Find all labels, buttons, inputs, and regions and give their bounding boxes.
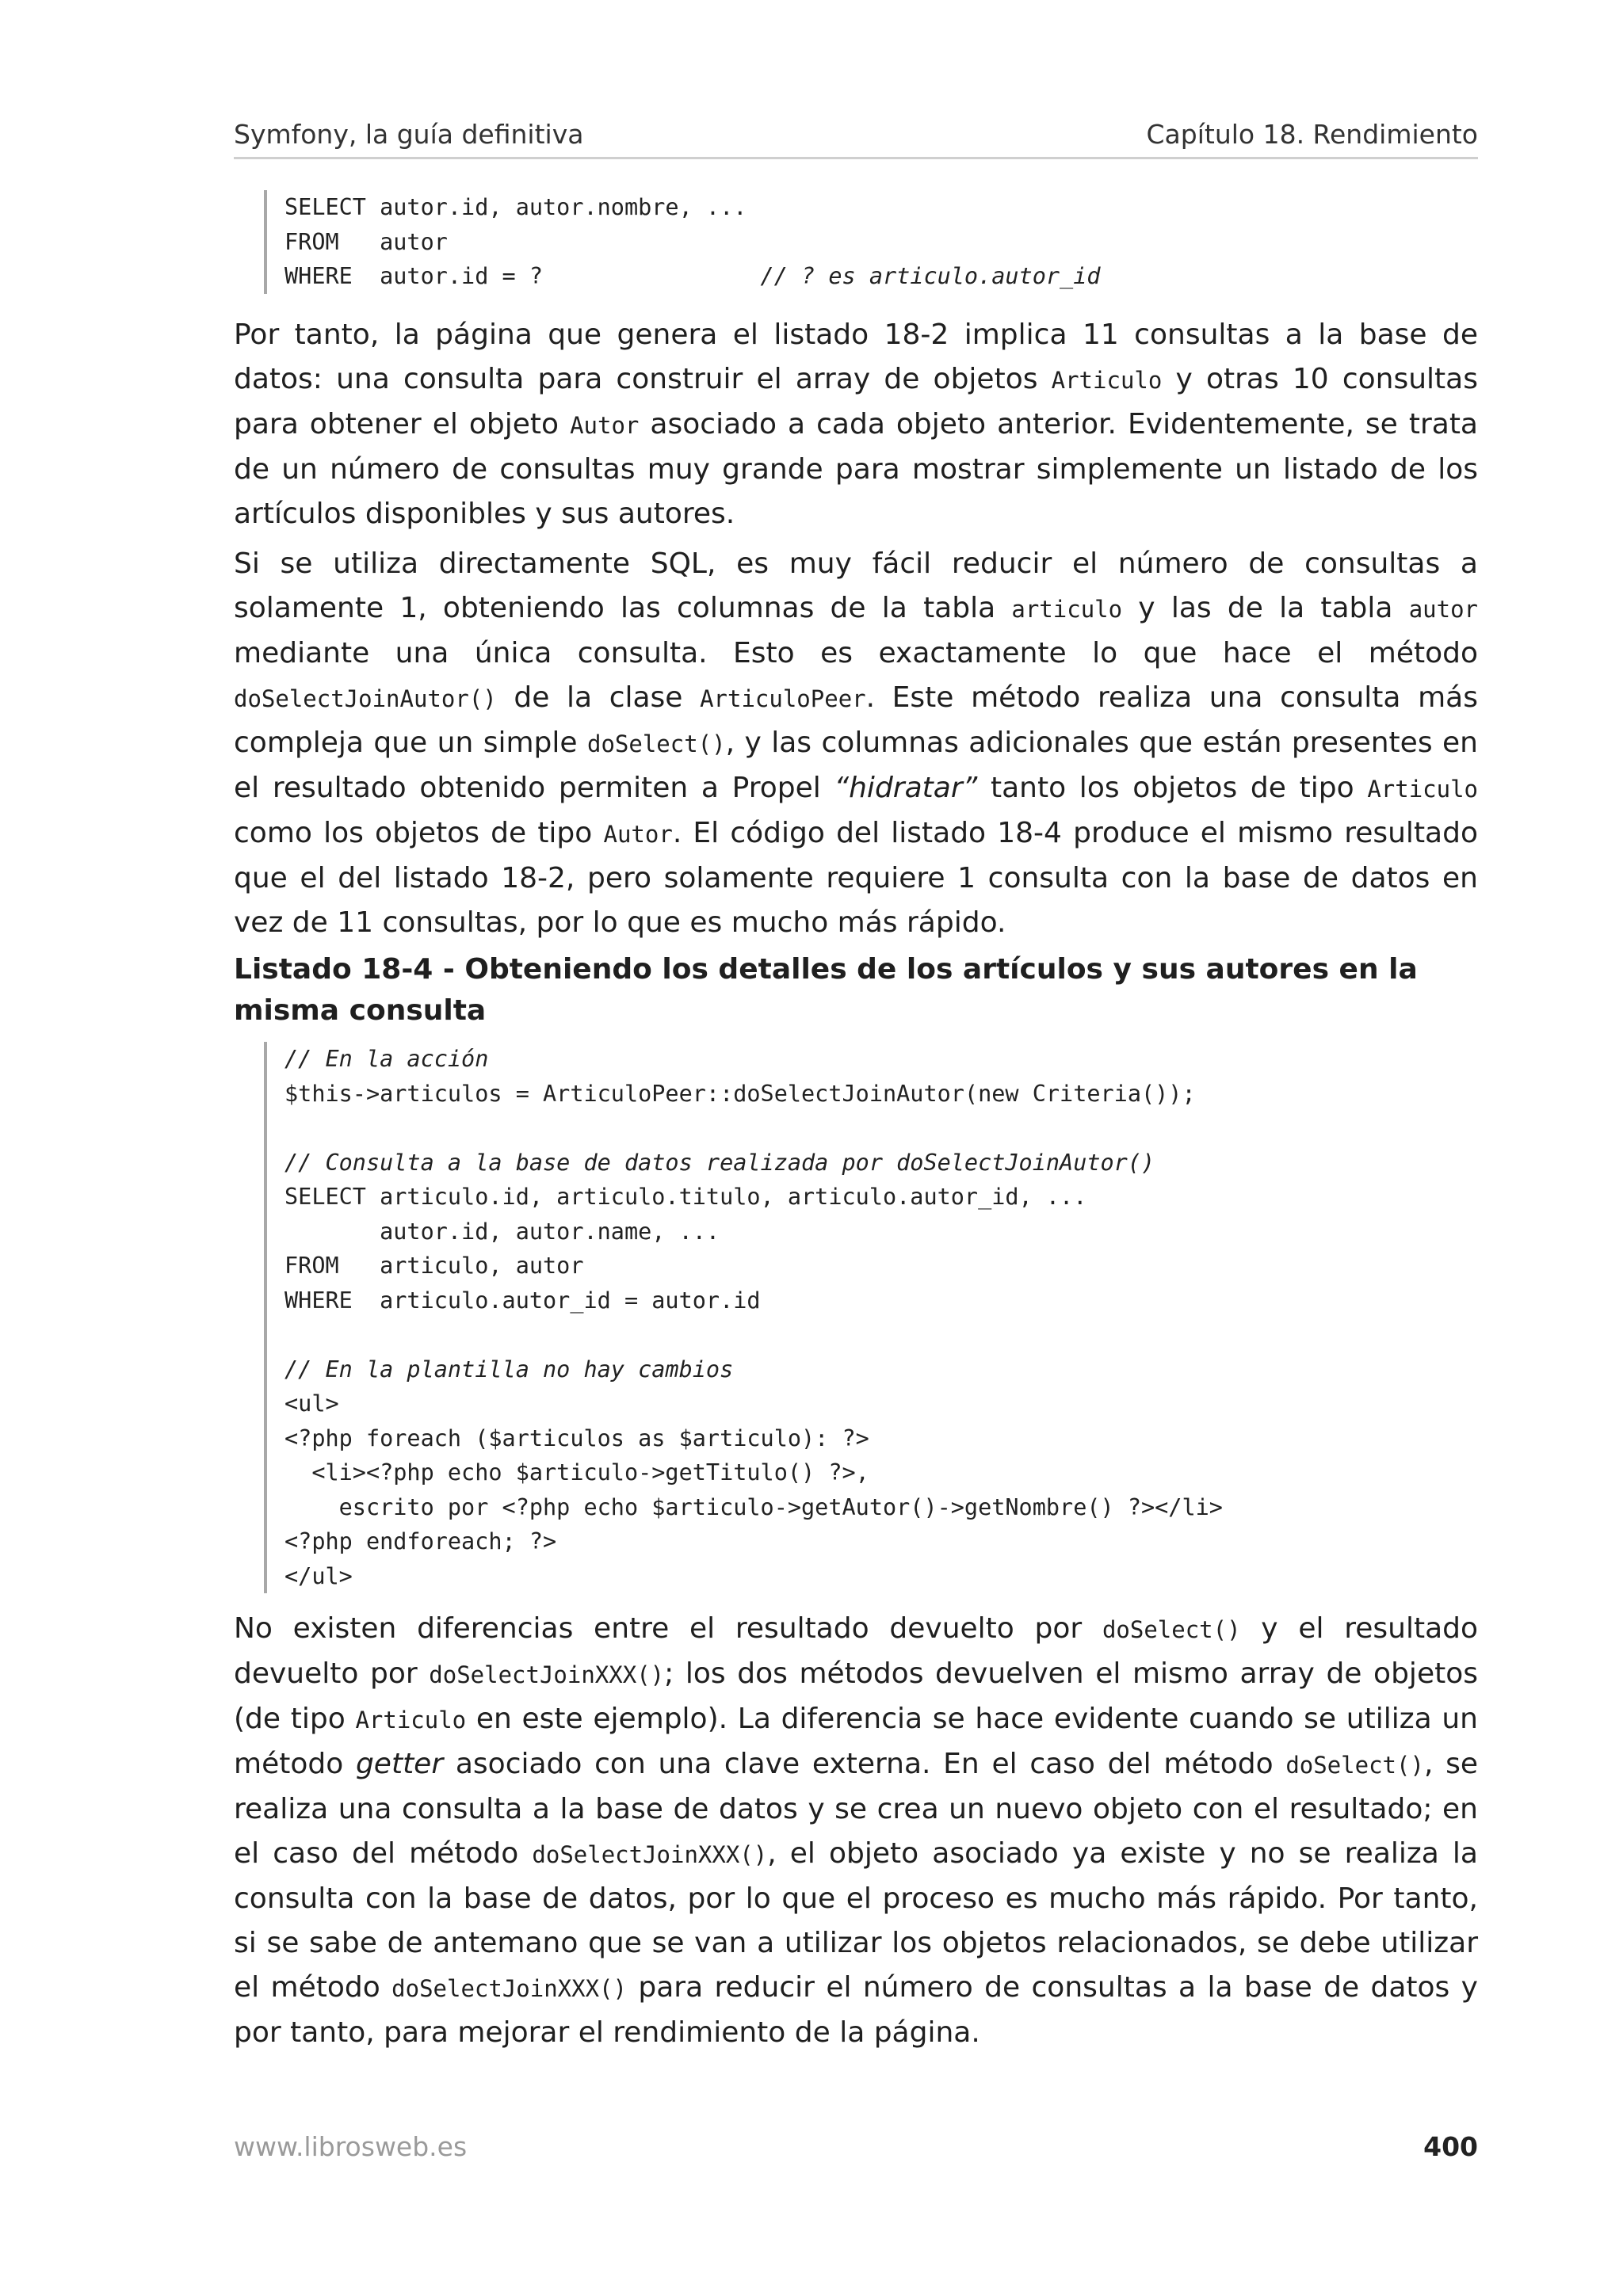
code-text: FROM articulo, autor [285, 1253, 584, 1279]
code-line [285, 1111, 1223, 1146]
listing-title: Listado 18-4 - Obteniendo los detalles de los artículos y sus autores en la misma consulta [234, 953, 1418, 1027]
footer-site: www.librosweb.es [234, 2131, 468, 2162]
code-text: $this->articulos = ArticuloPeer::doSelectJoinAutor(new Criteria()); [285, 1080, 1196, 1107]
code-line [285, 1215, 1223, 1249]
code-text: <ul> [285, 1390, 339, 1417]
code-line [285, 1524, 1223, 1559]
code-text: </ul> [285, 1562, 353, 1589]
code-text: WHERE articulo.autor_id = autor.id [285, 1287, 761, 1314]
code-inline-comment: // ? es articulo.autor_id [760, 263, 1101, 289]
code-text: <li><?php echo $articulo->getTitulo() ?>, [285, 1459, 869, 1486]
code-text: escrito por <?php echo $articulo->getAutor()->getNombre() ?></li> [285, 1493, 1223, 1520]
code-line [285, 190, 1101, 225]
code-line [285, 1249, 1223, 1283]
code-comment: // Consulta a la base de datos realizada por doSelectJoinAutor() [285, 1149, 1155, 1176]
paragraph-2: Si se utiliza directamente SQL, es muy fácil reducir el número de consultas a solamente 1, obteniendo las columnas de la tabla articulo y las de la tabla autor mediante una única consulta. Esto es exactamente lo que hace el método doSelectJoinAutor() de la clase ArticuloPeer. Este método realiza una consulta más compleja que un simple doSelect(), y las columnas adicionales que están presentes en el resultado obtenido permiten a Propel “hidratar” tanto los objetos de tipo Articulo como los objetos de tipo Autor. El código del listado 18-4 produce el mismo resultado que el del listado 18-2, pero solamente requiere 1 consulta con la base de datos en vez de 11 consultas, por lo que es mucho más rápido. [234, 547, 1479, 939]
chapter-title: Capítulo 18. Rendimiento [1146, 119, 1478, 150]
paragraph-1: Por tanto, la página que genera el listado 18-2 implica 11 consultas a la base de datos: una consulta para construir el array de objetos Articulo y otras 10 consultas para obtener el objeto Autor asociado a cada objeto anterior. Evidentemente, se trata de un número de consultas muy grande para mostrar simplemente un listado de los artículos disponibles y sus autores. [234, 318, 1478, 530]
code-block-listing-18-4 [264, 1042, 1223, 1593]
code-text: <?php foreach ($articulos as $articulo): ?> [285, 1425, 869, 1451]
book-title: Symfony, la guía definitiva [234, 119, 584, 150]
page-header [234, 119, 1478, 159]
code-line [285, 1146, 1223, 1180]
paragraph-3: No existen diferencias entre el resultado devuelto por doSelect() y el resultado devuelto por doSelectJoinXXX(); los dos métodos devuelven el mismo array de objetos (de tipo Articulo en este ejemplo). La diferencia se hace evidente cuando se utiliza un método getter asociado con una clave externa. En el caso del método doSelect(), se realiza una consulta a la base de datos y se crea un nuevo objeto con el resultado; en el caso del método doSelectJoinXXX(), el objeto asociado ya existe y no se realiza la consulta con la base de datos, por lo que el proceso es mucho más rápido. Por tanto, si se sabe de antemano que se van a utilizar los objetos relacionados, se debe utilizar el método doSelectJoinXXX() para reducir el número de consultas a la base de datos y por tanto, para mejorar el rendimiento de la página. [234, 1612, 1479, 2049]
page-number: 400 [1423, 2131, 1478, 2162]
code-text: WHERE autor.id = ? // ? es articulo.autor_id [285, 263, 1101, 289]
code-line [285, 225, 1101, 260]
code-line [285, 1421, 1223, 1456]
code-line [285, 1352, 1223, 1387]
code-text: SELECT articulo.id, articulo.titulo, articulo.autor_id, ... [285, 1184, 1087, 1210]
document-page [234, 0, 1478, 2296]
code-comment: // En la plantilla no hay cambios [285, 1356, 734, 1383]
code-comment: // En la acción [285, 1046, 489, 1072]
code-line [285, 1077, 1223, 1112]
code-line [285, 1455, 1223, 1490]
code-line [285, 1180, 1223, 1215]
code-line [285, 259, 1101, 294]
code-line [285, 1042, 1223, 1077]
code-text: <?php endforeach; ?> [285, 1528, 557, 1554]
code-line [285, 1559, 1223, 1594]
code-line [285, 1386, 1223, 1421]
code-block-sql-autor [264, 190, 1101, 294]
code-line [285, 1490, 1223, 1525]
code-text: SELECT autor.id, autor.nombre, ... [285, 194, 747, 220]
code-line [285, 1283, 1223, 1318]
code-text: autor.id, autor.name, ... [285, 1218, 720, 1245]
code-text: FROM autor [285, 228, 448, 255]
code-line [285, 1318, 1223, 1352]
